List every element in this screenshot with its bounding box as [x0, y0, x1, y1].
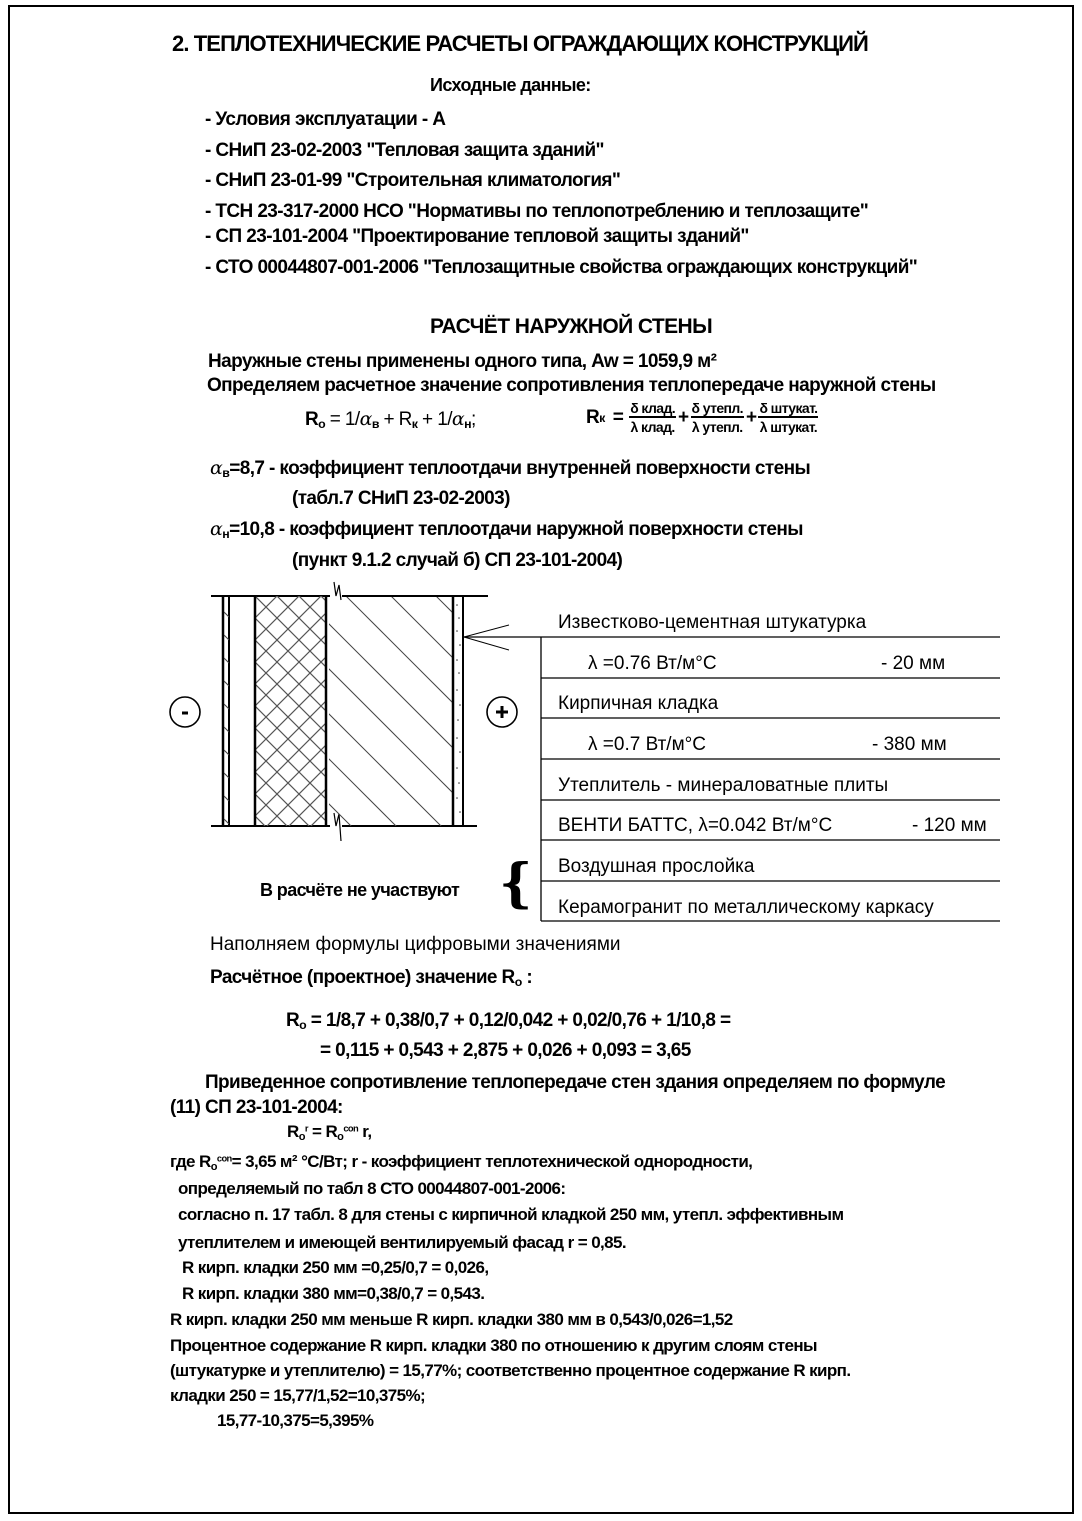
calc-line: Процентное содержание R кирп. кладки 380 по отношению к другим слоям стены — [170, 1336, 817, 1355]
alpha-sub: в — [222, 466, 230, 481]
formula-ro-part: + R — [378, 409, 412, 430]
rf-con-sub: o — [337, 1130, 344, 1143]
initial-data-item: - СТО 00044807-001-2006 "Теплозащитные свойства ограждающих конструкций" — [205, 257, 918, 278]
frac-den: λ штукат. — [759, 419, 818, 435]
calc-line: R кирп. кладки 250 мм =0,25/0,7 = 0,026, — [182, 1258, 489, 1277]
layer-insulation-lambda: ВЕНТИ БАТТС, λ=0.042 Вт/м°С — [558, 815, 833, 836]
alpha-in-sub: в — [371, 417, 379, 432]
layer-insulation-thickness: - 120 мм — [912, 815, 987, 836]
layer-plaster-thickness: - 20 мм — [881, 653, 946, 674]
layer-brick-name: Кирпичная кладка — [558, 693, 719, 714]
calc-line: R кирп. кладки 380 мм=0,38/0,7 = 0,543. — [182, 1284, 485, 1303]
calc-line: утеплителем и имеющей вентилируемый фасад r = 0,85. — [178, 1233, 627, 1252]
calc-line: согласно п. 17 табл. 8 для стены с кирпичной кладкой 250 мм, утепл. эффективным — [178, 1205, 844, 1224]
formula-ro-end: ; — [470, 409, 476, 430]
where-sub: o — [210, 1160, 217, 1173]
ro-calculation-line-1 — [286, 1010, 731, 1033]
wall-type-line: Наружные стены применены одного типа, Aw = 1059,9 м² — [208, 351, 717, 372]
calc-line: 15,77-10,375=5,395% — [217, 1411, 374, 1430]
where-pre: где R — [170, 1152, 211, 1171]
formula-ro-lhs: R — [305, 409, 319, 430]
where-rest: = 3,65 м² °С/Вт; r - коэффициент теплотехнической однородности, — [231, 1152, 753, 1171]
page-title: 2. ТЕПЛОТЕХНИЧЕСКИЕ РАСЧЕТЫ ОГРАЖДАЮЩИХ КОНСТРУКЦИЙ — [172, 31, 868, 56]
rf-r-sub: o — [298, 1130, 305, 1143]
initial-data-item: - Условия эксплуатации - А — [205, 109, 446, 130]
alpha-in-reference: (табл.7 СНиП 23-02-2003) — [292, 488, 510, 509]
frac-den: λ утепл. — [691, 419, 743, 435]
plus-sign-icon — [493, 700, 511, 724]
alpha-symbol: α — [210, 457, 223, 479]
rk-sub: к — [411, 417, 418, 432]
ro-calculation-line-2: = 0,115 + 0,543 + 2,875 + 0,026 + 0,093 = 3,65 — [320, 1040, 691, 1061]
plus-sign: + — [678, 407, 689, 428]
alpha-symbol: α — [210, 518, 223, 540]
alpha-out-text: =10,8 - коэффициент теплоотдачи наружной поверхности стены — [229, 519, 803, 540]
alpha-symbol: α — [451, 408, 465, 430]
fill-formulas-line: Наполняем формулы цифровыми значениями — [210, 934, 621, 955]
wall-calc-heading: РАСЧЁТ НАРУЖНОЙ СТЕНЫ — [430, 315, 713, 338]
rf-r: R — [287, 1122, 299, 1141]
design-value-text: Расчётное (проектное) значение R — [210, 967, 515, 988]
calc-line: (штукатурке и утеплителю) = 15,77%; соответственно процентное содержание R кирп. — [170, 1361, 851, 1380]
reduced-resistance-para-1: Приведенное сопротивление теплопередаче стен здания определяем по формуле — [205, 1072, 946, 1093]
layer-plaster-name: Известково-цементная штукатурка — [558, 612, 867, 633]
plus-sign: + — [745, 407, 757, 428]
layer-insulation-name: Утеплитель - минераловатные плиты — [558, 775, 889, 796]
rf-con-sup: con — [343, 1123, 359, 1134]
layer-brick-thickness: - 380 мм — [872, 734, 947, 755]
initial-data-item: - ТСН 23-317-2000 НСО "Нормативы по теплопотреблению и теплозащите" — [205, 201, 869, 222]
calc-line: кладки 250 = 15,77/1,52=10,375%; — [170, 1386, 426, 1405]
initial-data-heading: Исходные данные: — [430, 75, 591, 95]
formula-ro-part: = 1/ — [325, 409, 360, 430]
alpha-out-sub: н — [464, 417, 471, 432]
calc-line: R кирп. кладки 250 мм меньше R кирп. кладки 380 мм в 0,543/0,026=1,52 — [170, 1310, 733, 1329]
where-line — [170, 1152, 753, 1173]
formula-rk-eq: = — [612, 407, 624, 428]
formula-ro-lhs-sub: o — [318, 417, 326, 432]
frac-num: δ утепл. — [691, 400, 743, 416]
frac-num: δ клад. — [630, 400, 676, 416]
rf-tail: r, — [358, 1122, 372, 1141]
initial-data-item: - СНиП 23-02-2003 "Тепловая защита зданий" — [205, 140, 604, 161]
formula-rk: R к = $\frac{\text{δ клад.}}{\text{λ клад.}}$ + $\frac{\text{δ утепл.}}{\text{λ утепл.}}$ + $\frac{\text{δ штукат.}}{\text{λ штукат.}}$ — [586, 400, 818, 435]
alpha-out-reference: (пункт 9.1.2 случай б) СП 23-101-2004) — [292, 550, 623, 571]
ro-rhs: = 1/8,7 + 0,38/0,7 + 0,12/0,042 + 0,02/0,76 + 1/10,8 = — [306, 1010, 731, 1031]
ro-sub: o — [299, 1018, 307, 1033]
alpha-in-text: =8,7 - коэффициент теплоотдачи внутренней поверхности стены — [229, 458, 811, 479]
brace-icon: { — [499, 853, 533, 914]
rf-r-sup: r — [304, 1123, 308, 1134]
alpha-symbol: α — [359, 408, 372, 430]
excluded-layers-label: В расчёте не участвуют — [260, 880, 460, 900]
layer-brick-lambda: λ =0.7 Вт/м°С — [588, 734, 706, 755]
frac-den: λ клад. — [630, 419, 675, 435]
rf-eq: = R — [307, 1122, 338, 1141]
frac-num: δ штукат. — [759, 400, 818, 416]
where-sup: con — [216, 1153, 232, 1164]
layer-plaster-lambda: λ =0.76 Вт/м°С — [588, 653, 717, 674]
calc-line: определяемый по табл 8 СТО 00044807-001-2006: — [178, 1179, 566, 1198]
layer-air-gap-name: Воздушная прослойка — [558, 856, 755, 877]
reduced-resistance-formula — [287, 1122, 372, 1143]
minus-sign-icon — [176, 700, 194, 724]
layer-facade-name: Керамогранит по металлическому каркасу — [558, 897, 934, 918]
initial-data-item: - СП 23-101-2004 "Проектирование тепловой защиты зданий" — [205, 226, 749, 247]
design-value-sub: o — [514, 975, 522, 990]
design-value-colon: : — [521, 967, 533, 988]
ro-lhs: R — [286, 1010, 300, 1031]
determine-line: Определяем расчетное значение сопротивления теплопередаче наружной стены — [207, 375, 936, 396]
design-value-label — [210, 967, 533, 990]
formula-rk-lhs: R — [586, 407, 600, 428]
initial-data-item: - СНиП 23-01-99 "Строительная климатология" — [205, 170, 621, 191]
reduced-resistance-para-2: (11) СП 23-101-2004: — [170, 1097, 343, 1118]
formula-ro-part: + 1/ — [417, 409, 452, 430]
alpha-sub: н — [222, 527, 230, 542]
